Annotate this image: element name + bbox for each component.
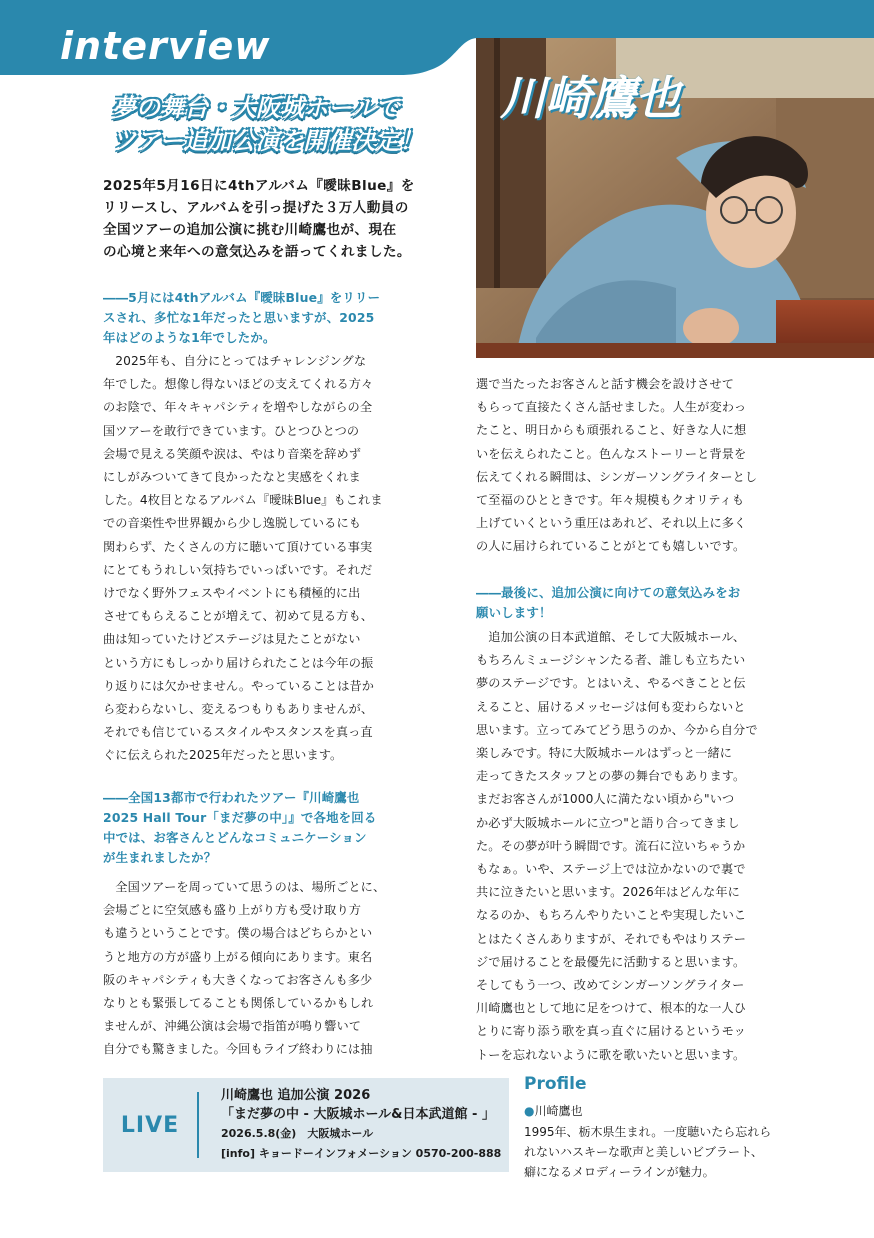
profile-name-text: 川崎鷹也 (534, 1104, 583, 1118)
answer-line: 追加公演の日本武道館、そして大阪城ホール、 (476, 630, 746, 644)
answer-line: にしがみついてきて良かったなと実感をくれま (103, 470, 361, 485)
answer-line: もなぁ。いや、ステージ上では泣かないので裏で (476, 862, 746, 877)
answer-line: それでも信じているスタイルやスタンスを真っ直 (103, 725, 373, 740)
answer-line: ら変わらないし、変えるつもりもありませんが、 (103, 702, 374, 717)
answer-2-continued (476, 373, 826, 559)
answer-line: 国ツアーを敢行できています。ひとつひとつの (103, 423, 360, 438)
question-line: 年はどのような1年でしたか。 (103, 330, 276, 345)
live-title: 川崎鷹也 追加公演 2026 (221, 1088, 371, 1103)
question-line: 願いします！ (476, 605, 552, 620)
answer-line: 会場で見える笑顔や涙は、やはり音楽を辞めず (103, 446, 362, 461)
headline-line: ツアー追加公演を開催決定！ (112, 127, 424, 155)
answer-line: 阪のキャパシティも大きくなってお客さんも多少 (103, 972, 373, 987)
answer-line: 曲は知っていたけどステージは見たことがない (103, 632, 361, 647)
answer-line: もらって直接たくさん話せました。人生が変わっ (476, 400, 747, 415)
question-3 (476, 583, 826, 623)
answer-line: 年でした。想像し得ないほどの支えてくれる方々 (103, 377, 374, 392)
answer-line: とはたくさんありますが、それでもやはりステー (476, 931, 747, 946)
live-divider (197, 1092, 199, 1158)
live-label: LIVE (120, 1112, 180, 1138)
question-line: 2025 Hall Tour「まだ夢の中」』で各地を回る (103, 810, 377, 825)
answer-2 (103, 876, 453, 1062)
question-line: ――全国13都市で行われたツアー『川崎鷹也 (103, 790, 360, 805)
answer-line: 自分でも驚きました。今回もライブ終わりには抽 (103, 1042, 373, 1057)
headline-line: 夢の舞台・大阪城ホールで (112, 94, 400, 122)
lead-line: 2025年5月16日に4thアルバム『曖昧Blue』を (103, 178, 415, 194)
question-2 (103, 788, 453, 868)
profile-line: れないハスキーな歌声と美しいビブラート、 (524, 1145, 763, 1159)
profile-description (524, 1122, 824, 1182)
answer-line: ジで届けることを最優先に活動すると思います。 (476, 954, 746, 969)
answer-line: か必ず大阪城ホールに立つ"と語り合ってきまし (476, 815, 740, 830)
answer-line: り返りには欠かせません。やっていることは昔か (103, 678, 375, 693)
answer-line: させてもらえることが増えて、初めて見る方も、 (103, 609, 374, 624)
answer-line: 全国ツアーを周っていて思うのは、場所ごとに、 (103, 880, 386, 894)
answer-line: 楽しみです。特に大阪城ホールはずっと一緒に (476, 746, 733, 761)
answer-line: 川崎鷹也として地に足をつけて、根本的な一人ひ (476, 1001, 747, 1016)
answer-line: とりに寄り添う歌を真っ直ぐに届けるというモッ (476, 1024, 746, 1039)
answer-3 (476, 626, 826, 1067)
profile-heading: Profile (524, 1074, 587, 1094)
answer-line: 伝えてくれる瞬間は、シンガーソングライターとし (476, 469, 758, 484)
answer-line: そしてもう一つ、改めてシンガーソングライター (476, 978, 745, 993)
answer-line: トーを忘れないように歌を歌いたいと思います。 (476, 1047, 746, 1062)
answer-line: という方にもしっかり届けられたことは今年の振 (103, 655, 374, 670)
answer-line: 会場ごとに空気感も盛り上がり方も受け取り方 (103, 903, 362, 918)
answer-line: た。その夢が叶う瞬間です。流石に泣いちゃうか (476, 838, 746, 853)
answer-line: での音楽性や世界観から少し逸脱しているにも (103, 516, 362, 531)
lead-line: リリースし、アルバムを引っ提げた３万人動員の (103, 200, 409, 216)
lead-paragraph (103, 175, 448, 263)
question-1 (103, 288, 453, 348)
answer-line: ませんが、沖縄公演は会場で指笛が鳴り響いて (103, 1019, 362, 1034)
lead-line: の心境と来年への意気込みを語ってくれました。 (103, 244, 411, 260)
answer-line: した。4枚目となるアルバム『曖昧Blue』もこれま (103, 493, 383, 508)
answer-line: にとてもうれしい気持ちでいっぱいです。それだ (103, 562, 373, 577)
question-line: が生まれましたか？ (103, 850, 217, 865)
live-contact: [info] キョードーインフォメーション 0570-200-888 (221, 1147, 502, 1160)
answer-line: なるのか、もちろんやりたいことや実現したいこ (476, 908, 747, 923)
profile-name (524, 1102, 583, 1120)
section-label: interview (60, 24, 271, 68)
live-details (221, 1086, 511, 1164)
profile-line: 1995年、栃木県生まれ。一度聴いたら忘れら (524, 1125, 772, 1139)
question-line: 中では、お客さんとどんなコミュニケーション (103, 830, 367, 845)
live-date: 2026.5.8(金) 大阪城ホール (221, 1127, 374, 1140)
profile-line: 癖になるメロディーラインが魅力。 (524, 1165, 715, 1179)
answer-line: まだお客さんが1000人に満たない頃から"いつ (476, 792, 735, 807)
answer-line: うと地方の方が盛り上がる傾向にあります。東名 (103, 949, 373, 964)
live-subtitle: 「まだ夢の中 - 大阪城ホール&日本武道館 - 」 (221, 1107, 495, 1122)
answer-line: もちろんミュージシャンたる者、誰しも立ちたい (476, 653, 746, 668)
answer-line: 走ってきたスタッフとの夢の舞台でもあります。 (476, 769, 746, 784)
answer-line: ぐに伝えられた2025年だったと思います。 (103, 748, 343, 763)
answer-line: て至福のひとときです。年々規模もクオリティも (476, 493, 745, 508)
answer-line: なりとも緊張してることも関係しているかもしれ (103, 996, 374, 1011)
answer-line: 選で当たったお客さんと話す機会を設けさせて (476, 377, 735, 391)
answer-line: 共に泣きたいと思います。2026年はどんな年に (476, 885, 740, 900)
live-info-box (103, 1078, 509, 1172)
answer-line: 関わらず、たくさんの方に聴いて頂けている事実 (103, 539, 373, 554)
answer-line: の人に届けられていることがとても嬉しいです。 (476, 539, 746, 554)
answer-line: 思います。立ってみてどう思うのか、今から自分で (476, 722, 758, 737)
question-line: ――最後に、追加公演に向けての意気込みをお (476, 585, 741, 600)
artist-name-title: 川崎鷹也 (500, 71, 680, 125)
question-line: ――5月には4thアルバム『曖昧Blue』をリリー (103, 290, 381, 305)
answer-line: いを伝えられたこと。色んなストーリーと背景を (476, 446, 747, 461)
answer-line: のお陰で、年々キャパシティを増やしながらの全 (103, 400, 373, 415)
answer-1 (103, 350, 453, 768)
lead-line: 全国ツアーの追加公演に挑む川崎鷹也が、現在 (103, 222, 397, 238)
answer-line: えること、届けるメッセージは何も変わらないと (476, 699, 746, 714)
answer-line: けでなく野外フェスやイベントにも積極的に出 (103, 586, 361, 601)
answer-line: も違うということです。僕の場合はどちらかとい (103, 926, 373, 941)
answer-line: 夢のステージです。とはいえ、やるべきことと伝 (476, 676, 746, 691)
headline (112, 92, 472, 158)
answer-line: たこと、明日からも頑張れること、好きな人に想 (476, 423, 747, 438)
answer-line: 上げていくという重圧はあれど、それ以上に多く (476, 516, 747, 531)
answer-line: 2025年も、自分にとってはチャレンジングな (103, 354, 367, 368)
bullet-icon: ● (524, 1104, 535, 1118)
question-line: スされ、多忙な1年だったと思いますが、2025 (103, 310, 375, 325)
